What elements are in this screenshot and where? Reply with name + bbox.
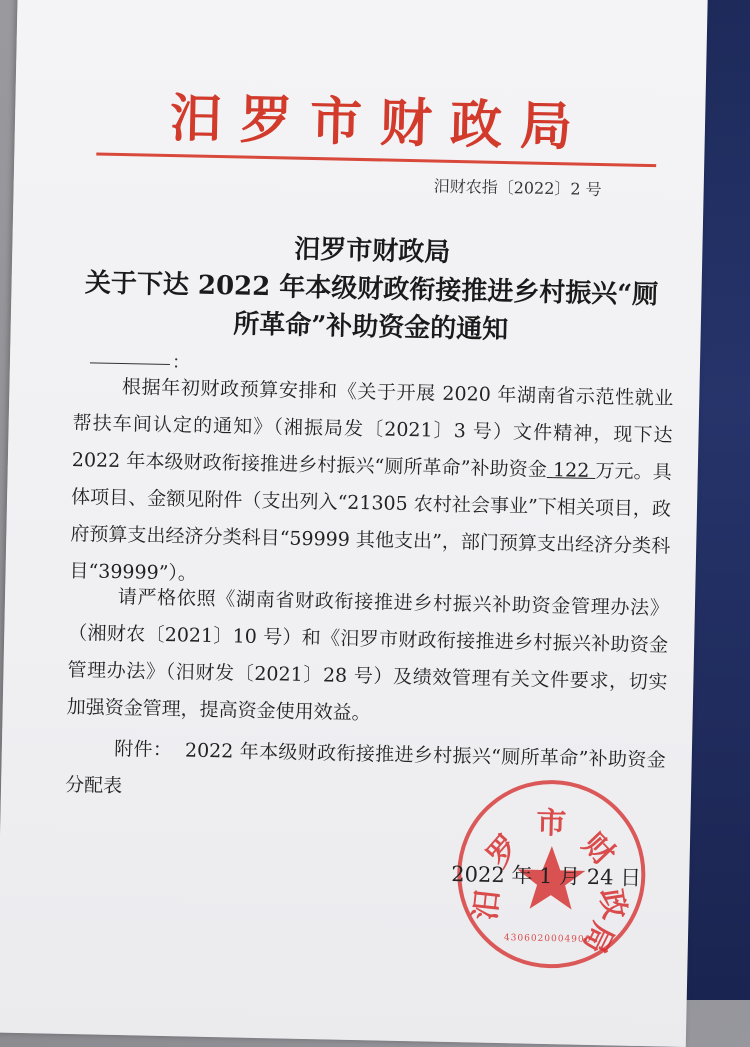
amount-value: 122: [552, 459, 590, 482]
seal-char: 市: [536, 805, 567, 842]
attachment-text: 2022 年本级财政衔接推进乡村振兴“厕所革命”补助资金分配表: [64, 739, 666, 798]
body-paragraph-1: [69, 368, 674, 603]
issue-date: 2022 年 1 月 24 日: [451, 862, 642, 891]
document-number: 汨财农指〔2022〕2 号: [433, 176, 602, 200]
title-line-3: 所革命”补助资金的通知: [232, 309, 509, 346]
para1-text-b: 万元。具体项目、金额见附件（支出列入“21305 农村社会事业”下相关项目，政府预算支出经济分类科目“59999 其他支出”，部门预算支出经济分类科目“39999”）。: [69, 459, 672, 585]
attachment-label: 附件：: [113, 737, 173, 762]
para1-text-a: 根据年初财政预算安排和《关于开展 2020 年湖南省示范性就业帮扶车间认定的通知》（湘振局发〔2021〕3 号）文件精神，现下达 2022 年本级财政衔接推进乡村振兴“厕所革命”补助资金: [71, 376, 674, 481]
seal-number: 4306020004900: [503, 933, 592, 945]
seal-char: 局: [575, 916, 621, 959]
agency-letterhead: 汨罗市财政局: [169, 87, 591, 158]
salutation-blank: [90, 348, 170, 365]
seal-char: 财: [575, 826, 622, 873]
seal-char: 政: [592, 886, 632, 922]
title-line-1: 汨罗市财政局: [294, 234, 451, 268]
title-line-2: 关于下达 2022 年本级财政衔接推进乡村振兴“厕: [84, 268, 659, 311]
body-paragraph-2: [66, 578, 669, 739]
para2-text: 请严格依照《湖南省财政衔接推进乡村振兴补助资金管理办法》（湘财农〔2021〕10 号）和《汨罗市财政衔接推进乡村振兴补助资金管理办法》（汨财发〔2021〕28 号）及绩效管理有关文件要求，切实加强资金管理，提高资金使用效益。: [66, 585, 670, 725]
seal-char: 汨: [468, 888, 507, 922]
salutation-colon: ：: [171, 352, 191, 374]
seal-char: 罗: [480, 828, 527, 875]
